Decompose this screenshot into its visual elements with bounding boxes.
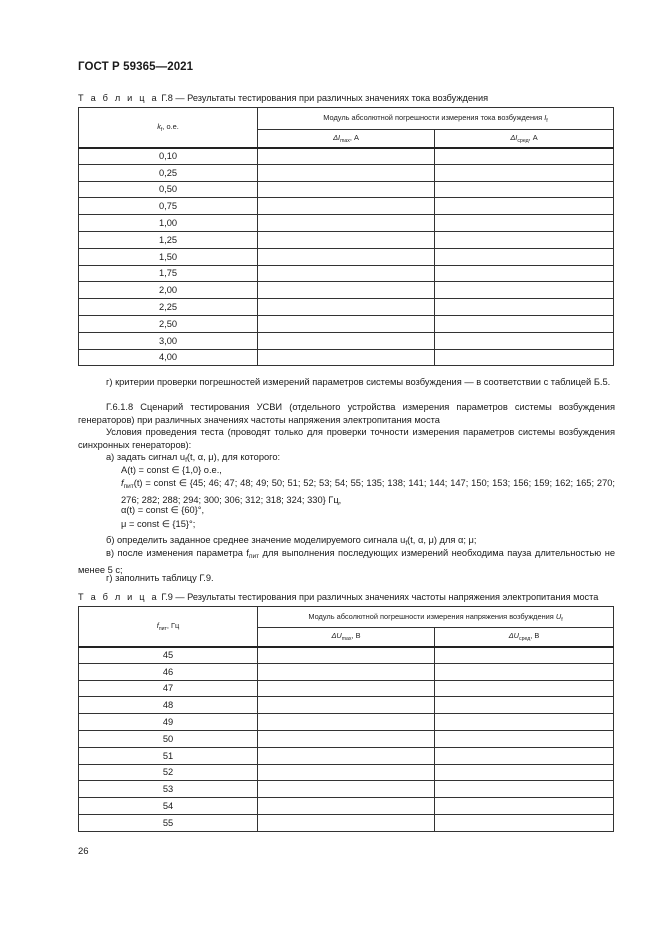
- table-row: [79, 663, 614, 680]
- table-cell-empty: [258, 647, 435, 664]
- table-cell-empty: [435, 747, 614, 764]
- table-cell-empty: [435, 299, 614, 316]
- table8-col1-header: $k_f$, о.е.: [79, 108, 258, 148]
- table-cell-value: 0,10: [79, 148, 258, 165]
- table-row: [79, 714, 614, 731]
- table-cell-empty: [435, 764, 614, 781]
- table-row: [79, 697, 614, 714]
- table-row: [79, 647, 614, 664]
- table-cell-value: 0,50: [79, 181, 258, 198]
- paragraph-conditions: Условия проведения теста (проводят только для проверки точности измерения параметров системы возбуждения синхронных генераторов):: [78, 427, 615, 450]
- table-row: [79, 215, 614, 232]
- table9-caption: [78, 592, 598, 602]
- table-row: [79, 299, 614, 316]
- table-cell-empty: [258, 148, 435, 165]
- table-cell-value: 1,50: [79, 248, 258, 265]
- table-row: [79, 231, 614, 248]
- table-cell-empty: [258, 814, 435, 831]
- table-cell-empty: [258, 798, 435, 815]
- table-row: [79, 798, 614, 815]
- table-cell-empty: [435, 798, 614, 815]
- table-row: [79, 181, 614, 198]
- table-row: [79, 332, 614, 349]
- table-row: [79, 315, 614, 332]
- table-g9: [78, 606, 614, 832]
- table8-group-header: Модуль абсолютной погрешности измерения тока возбуждения $I_f$: [258, 108, 614, 130]
- table-cell-empty: [258, 332, 435, 349]
- table-cell-empty: [435, 714, 614, 731]
- table-row: [79, 814, 614, 831]
- table-cell-value: 2,50: [79, 315, 258, 332]
- table-cell-empty: [435, 198, 614, 215]
- table8-caption-text: Г.8 — Результаты тестирования при различных значениях тока возбуждения: [158, 93, 489, 103]
- table-cell-empty: [258, 248, 435, 265]
- table-cell-empty: [258, 198, 435, 215]
- table-cell-empty: [435, 663, 614, 680]
- table-row: [79, 148, 614, 165]
- table-cell-value: 2,00: [79, 282, 258, 299]
- table-cell-empty: [258, 349, 435, 366]
- table-cell-value: 48: [79, 697, 258, 714]
- table-cell-value: 50: [79, 730, 258, 747]
- item-a: а) задать сигнал $u_f(t$, α, μ), для которого:: [106, 452, 281, 464]
- page-number: 26: [78, 846, 89, 857]
- table8-col3-header: $\Delta I_{сред}$, А: [435, 130, 614, 148]
- paragraph-criteria: г) критерии проверки погрешностей измерений параметров системы возбуждения — в соответствии с таблицей Б.5.: [106, 377, 611, 387]
- table-cell-value: 3,00: [79, 332, 258, 349]
- table-cell-empty: [258, 215, 435, 232]
- table-cell-empty: [258, 730, 435, 747]
- table-row: [79, 265, 614, 282]
- table-cell-empty: [258, 714, 435, 731]
- table8-col2-header: $\Delta I_{max}$, А: [258, 130, 435, 148]
- table-cell-empty: [435, 248, 614, 265]
- table9-col1-header: $f_{пит}$, Гц: [79, 607, 258, 647]
- table-cell-value: 4,00: [79, 349, 258, 366]
- table-cell-value: 46: [79, 663, 258, 680]
- table-cell-empty: [435, 680, 614, 697]
- table9-caption-text: Г.9 — Результаты тестирования при различных значениях частоты напряжения электропитания моста: [158, 592, 599, 602]
- table-cell-value: 2,25: [79, 299, 258, 316]
- table-cell-empty: [435, 781, 614, 798]
- table-cell-value: 45: [79, 647, 258, 664]
- table-cell-empty: [258, 299, 435, 316]
- table-cell-value: 0,25: [79, 164, 258, 181]
- table-g8: [78, 107, 614, 366]
- table-cell-empty: [435, 647, 614, 664]
- table-row: [79, 781, 614, 798]
- item-b: б) определить заданное среднее значение моделируемого сигнала $u_f(t$, α, μ) для α; μ;: [106, 535, 477, 547]
- paragraph-scenario: Г.6.1.8 Сценарий тестирования УСВИ (отдельного устройства измерения параметров системы возбуждения генераторов) при различных значениях частоты напряжения электропитания моста: [78, 402, 615, 425]
- table9-col2-header: $\Delta U_{max}$, В: [258, 628, 435, 647]
- table-cell-value: 1,75: [79, 265, 258, 282]
- table-cell-empty: [258, 315, 435, 332]
- item-v: в) после изменения параметра $f_{пит}$ для выполнения последующих измерений необходима пауза длительностью не менее 5 с;: [78, 548, 615, 575]
- table-cell-value: 55: [79, 814, 258, 831]
- item-g: г) заполнить таблицу Г.9.: [106, 573, 214, 583]
- table-cell-empty: [435, 315, 614, 332]
- table-row: [79, 282, 614, 299]
- table-cell-empty: [258, 747, 435, 764]
- table-cell-empty: [258, 663, 435, 680]
- table-cell-value: 51: [79, 747, 258, 764]
- table9-col3-header: $\Delta U_{сред}$, В: [435, 628, 614, 647]
- table-row: [79, 680, 614, 697]
- table-cell-empty: [435, 164, 614, 181]
- table-cell-value: 49: [79, 714, 258, 731]
- document-header: ГОСТ Р 59365—2021: [78, 61, 194, 73]
- table9-caption-prefix: Т а б л и ц а: [78, 592, 159, 602]
- formula-amplitude: A(t) = const ∈ {1,0} о.е.,: [121, 465, 222, 475]
- table9-group-header: Модуль абсолютной погрешности измерения напряжения возбуждения $U_f$: [258, 607, 614, 628]
- table-cell-empty: [435, 215, 614, 232]
- table-cell-value: 53: [79, 781, 258, 798]
- table-cell-empty: [435, 282, 614, 299]
- table-cell-empty: [435, 265, 614, 282]
- table-row: [79, 198, 614, 215]
- formula-frequency: $f_{пит}(t)$ = const ∈ {45; 46; 47; 48; 49; 50; 51; 52; 53; 54; 55; 135; 138; 141; 144; 147; 150; 153; 156; 159; 162; 165; 270; 276; 282; 288; 294; 300; 306; 312; 318; 324; 330} Гц,: [121, 478, 615, 505]
- table-cell-empty: [258, 764, 435, 781]
- table-cell-empty: [435, 231, 614, 248]
- table-cell-value: 47: [79, 680, 258, 697]
- table-row: [79, 248, 614, 265]
- table-cell-empty: [435, 332, 614, 349]
- table-cell-empty: [258, 164, 435, 181]
- table8-caption: [78, 93, 488, 103]
- table-cell-empty: [258, 181, 435, 198]
- formula-alpha: α(t) = const ∈ {60}°,: [121, 505, 205, 515]
- table-cell-value: 1,00: [79, 215, 258, 232]
- table-cell-empty: [258, 680, 435, 697]
- table-cell-empty: [258, 231, 435, 248]
- table8-caption-prefix: Т а б л и ц а: [78, 93, 159, 103]
- table-row: [79, 730, 614, 747]
- table-cell-empty: [435, 349, 614, 366]
- table-cell-value: 0,75: [79, 198, 258, 215]
- table-row: [79, 764, 614, 781]
- table-cell-empty: [435, 814, 614, 831]
- table-cell-empty: [258, 697, 435, 714]
- table-cell-empty: [258, 265, 435, 282]
- table-row: [79, 164, 614, 181]
- table-cell-empty: [435, 181, 614, 198]
- table-cell-empty: [258, 781, 435, 798]
- formula-mu: μ = const ∈ {15}°;: [121, 519, 196, 529]
- table-cell-empty: [435, 730, 614, 747]
- table-cell-value: 1,25: [79, 231, 258, 248]
- table-cell-empty: [435, 697, 614, 714]
- table-cell-value: 54: [79, 798, 258, 815]
- table-cell-value: 52: [79, 764, 258, 781]
- table-row: [79, 349, 614, 366]
- table-cell-empty: [258, 282, 435, 299]
- table-cell-empty: [435, 148, 614, 165]
- table-row: [79, 747, 614, 764]
